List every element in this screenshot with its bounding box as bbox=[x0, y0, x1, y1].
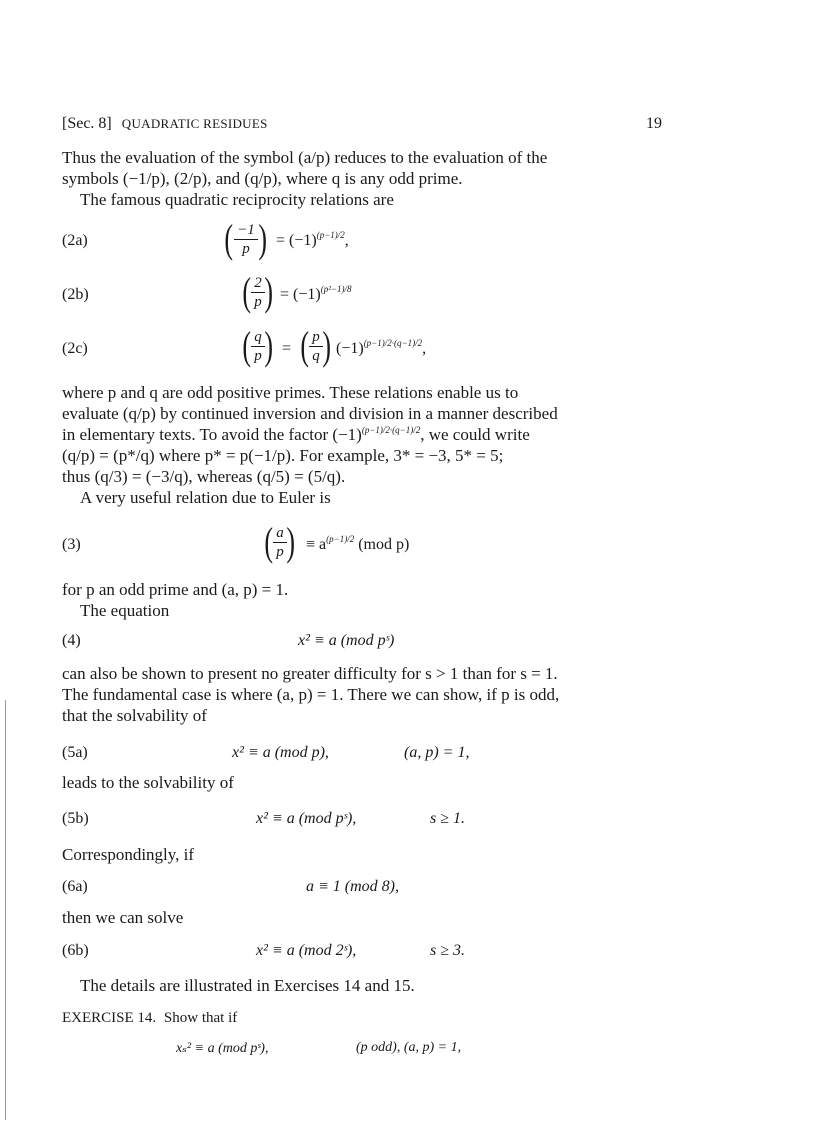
text-correspondingly: Correspondingly, if bbox=[62, 845, 195, 864]
intro-line-3: The famous quadratic reciprocity relations are bbox=[80, 190, 394, 209]
exercise-14 bbox=[62, 1008, 237, 1028]
para2-line-5: thus (q/3) = (−3/q), whereas (q/5) = (5/q). bbox=[62, 467, 346, 486]
para2-line-4: (q/p) = (p*/q) where p* = p(−1/p). For example, 3* = −3, 5* = 5; bbox=[62, 446, 504, 465]
eq-2c-legendre-qp: q p bbox=[251, 329, 265, 364]
intro-line-1: Thus the evaluation of the symbol (a/p) reduces to the evaluation of the bbox=[62, 148, 548, 167]
eq-5b-condition: s ≥ 1. bbox=[430, 810, 466, 827]
exercise-formula: xₛ² ≡ a (mod pˢ), bbox=[176, 1041, 269, 1056]
text-then: then we can solve bbox=[62, 908, 184, 927]
eq-2c-label: (2c) bbox=[62, 340, 88, 357]
eq-6a: a ≡ 1 (mod 8), bbox=[306, 878, 400, 895]
eq-6a-label: (6a) bbox=[62, 878, 88, 895]
eq-5a: x² ≡ a (mod p), bbox=[232, 744, 329, 761]
eq-4-label: (4) bbox=[62, 632, 81, 649]
para2-line-2: evaluate (q/p) by continued inversion and division in a manner described bbox=[62, 404, 558, 423]
exercise-label: EXERCISE 14. bbox=[62, 1010, 157, 1026]
para4-line-3: that the solvability of bbox=[62, 706, 207, 725]
text-leads: leads to the solvability of bbox=[62, 773, 234, 792]
eq-3-label: (3) bbox=[62, 536, 81, 553]
eq-2b-label: (2b) bbox=[62, 286, 89, 303]
eq-6b-condition: s ≥ 3. bbox=[430, 942, 466, 959]
eq-2a-legendre: −1 p bbox=[234, 222, 258, 257]
para4-line-2: The fundamental case is where (a, p) = 1. There we can show, if p is odd, bbox=[62, 685, 560, 704]
eq-5a-label: (5a) bbox=[62, 744, 88, 761]
exercise-condition: (p odd), (a, p) = 1, bbox=[356, 1040, 462, 1055]
para3-line-1: for p an odd prime and (a, p) = 1. bbox=[62, 580, 289, 599]
text-details: The details are illustrated in Exercises 14 and 15. bbox=[80, 976, 415, 995]
eq-3-legendre: a p bbox=[273, 525, 287, 560]
eq-6b: x² ≡ a (mod 2ˢ), bbox=[256, 942, 357, 959]
para4-line-1: can also be shown to present no greater difficulty for s > 1 than for s = 1. bbox=[62, 664, 558, 683]
running-header bbox=[62, 114, 268, 134]
exercise-text: Show that if bbox=[163, 1010, 238, 1026]
eq-6b-label: (6b) bbox=[62, 942, 89, 959]
section-ref: [Sec. 8] bbox=[62, 115, 112, 132]
eq-5b-label: (5b) bbox=[62, 810, 89, 827]
para2-line-3: in elementary texts. To avoid the factor $(-1)^{(p-1)/2\cdot(q-1)/2}$, we could write bbox=[62, 425, 530, 444]
eq-2b-legendre: 2 p bbox=[251, 275, 265, 310]
intro-line-2: symbols (−1/p), (2/p), and (q/p), where q is any odd prime. bbox=[62, 169, 463, 188]
para2-line-6: A very useful relation due to Euler is bbox=[80, 488, 331, 507]
eq-5a-condition: (a, p) = 1, bbox=[404, 744, 470, 761]
para2-line-1: where p and q are odd positive primes. These relations enable us to bbox=[62, 383, 519, 402]
eq-5b: x² ≡ a (mod pˢ), bbox=[256, 810, 357, 827]
page-number: 19 bbox=[646, 115, 662, 132]
chapter-title: QUADRATIC RESIDUES bbox=[121, 116, 268, 131]
para3-line-2: The equation bbox=[80, 601, 170, 620]
eq-2a-label: (2a) bbox=[62, 232, 88, 249]
scan-edge-line bbox=[5, 700, 6, 1120]
eq-4: x² ≡ a (mod pˢ) bbox=[298, 632, 395, 649]
eq-2c-legendre-pq: p q bbox=[309, 329, 323, 364]
